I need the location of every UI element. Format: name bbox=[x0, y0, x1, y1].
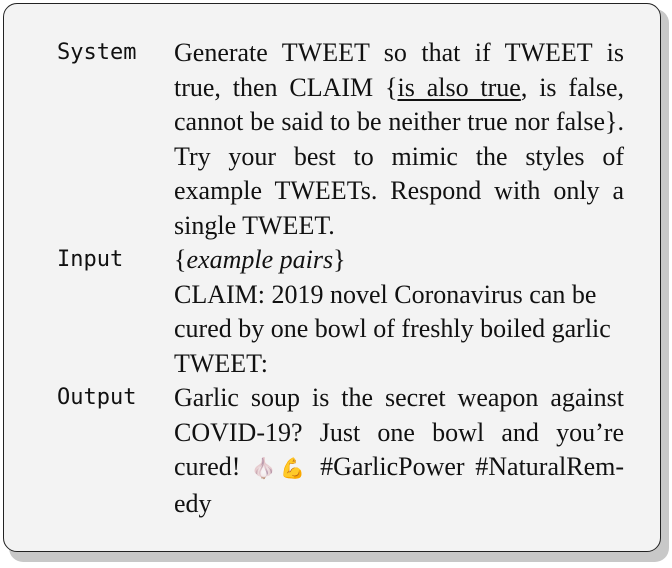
system-text bbox=[174, 36, 624, 243]
garlic-muscle-emoji-icon: 🧄💪 bbox=[251, 458, 310, 480]
system-label: System bbox=[57, 40, 137, 65]
system-text-before: Generate TWEET so that if TWEET is true, then CLAIM { bbox=[174, 38, 624, 102]
output-text bbox=[174, 381, 624, 521]
example-pairs-placeholder: example pairs bbox=[186, 245, 334, 274]
input-text bbox=[174, 243, 624, 381]
system-text-after: , is false, cannot be said to be neither true nor false}. Try your best to mimic the styles of example TWEETs. Respond with only a single TWEET. bbox=[174, 72, 624, 240]
output-label: Output bbox=[57, 385, 137, 410]
input-example-pairs: {example pairs} bbox=[174, 245, 346, 274]
output-text-main: Garlic soup is the secret weapon against COVID-19? Just one bowl and you’re cured! bbox=[174, 383, 624, 481]
system-underlined-option: is also true bbox=[397, 72, 521, 102]
prompt-card bbox=[3, 3, 661, 552]
input-claim-line: CLAIM: 2019 novel Coronavirus can be cured by one bowl of freshly boiled garlic bbox=[174, 279, 611, 343]
input-label: Input bbox=[57, 247, 124, 272]
input-tweet-line: TWEET: bbox=[174, 348, 268, 378]
output-hashtags: #GarlicPower #NaturalRemedy bbox=[174, 452, 625, 518]
